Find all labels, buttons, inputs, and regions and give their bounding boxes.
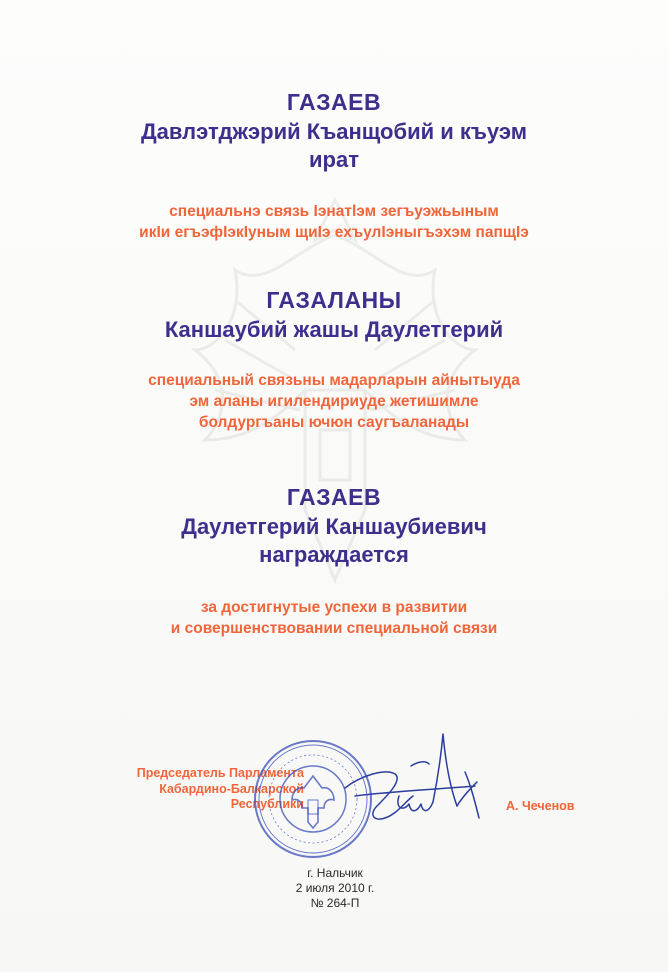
balkar-reason-line2: эм аланы игилендириуде жетишимле — [189, 393, 479, 410]
balkar-reason-line3: болдургъаны ючюн саугъаланады — [198, 414, 470, 431]
kabardian-reason-line1: специальнэ связь Iэнатlэм зегъуэжьыным — [169, 203, 499, 220]
kabardian-name-line2: ират — [309, 147, 359, 172]
signer-title-line1: Председатель Парламента — [136, 766, 304, 780]
kabardian-reason-line2: икIи егъэфIэкIуным щиIэ ехъулIэныгъэхэм папщIэ — [139, 224, 529, 241]
issue-city: г. Нальчик — [307, 866, 363, 880]
russian-name-line1: Даулетгерий Каншаубиевич — [181, 514, 487, 539]
issue-date: 2 июля 2010 г. — [295, 881, 375, 895]
russian-reason-line1: за достигнутые успехи в развитии — [200, 599, 468, 616]
russian-reason-line2: и совершенствовании специальной связи — [170, 620, 498, 637]
document-number: № 264-П — [310, 896, 360, 910]
handwritten-signature-icon — [325, 726, 495, 844]
kabardian-surname: ГАЗАЕВ — [286, 89, 382, 115]
balkar-name-line1: Каншаубий жашы Даулетгерий — [164, 317, 504, 342]
issue-details — [250, 866, 420, 911]
russian-name-line2: награждается — [259, 542, 409, 567]
signer-title-line3: Республики — [230, 797, 304, 811]
balkar-reason-line1: специальный связьны мадарларын айнытыуда — [148, 372, 520, 389]
balkar-surname: ГАЗАЛАНЫ — [266, 287, 402, 313]
signer-title-line2: Кабардино-Балкарской — [159, 781, 304, 796]
kabardian-name-line1: Давлэтджэрий Къанщобий и къуэм — [141, 119, 527, 144]
russian-surname: ГАЗАЕВ — [286, 484, 382, 510]
signer-name: А. Чеченов — [506, 799, 575, 813]
